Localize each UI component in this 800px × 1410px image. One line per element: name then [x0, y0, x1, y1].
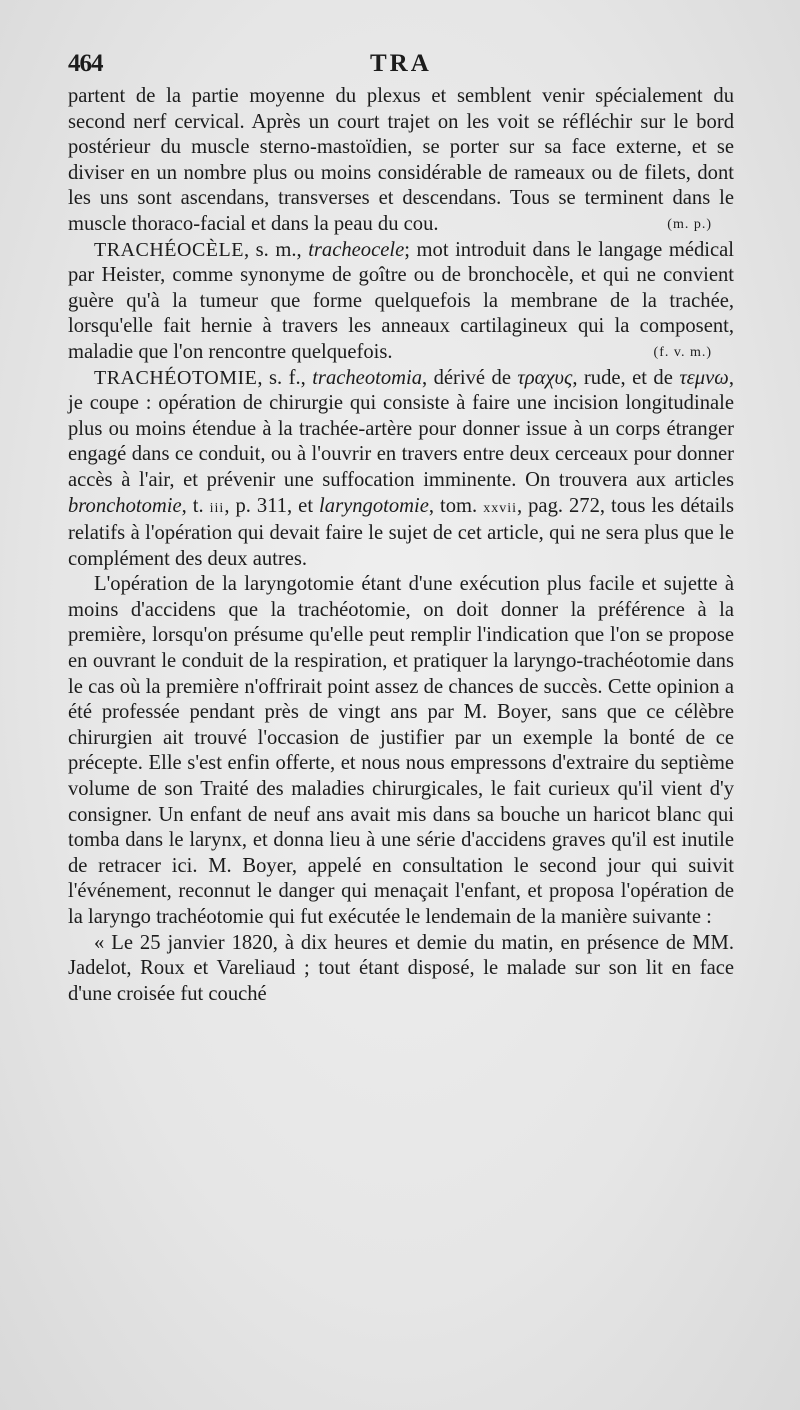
volume-number: xxvii	[483, 500, 517, 516]
continued-paragraph	[68, 84, 734, 238]
entry-text: , t.	[181, 494, 210, 517]
text-column	[68, 84, 734, 1007]
greek-word: τραχυς	[517, 366, 573, 389]
greek-word: τεμνω	[679, 366, 729, 389]
entry-tracheotomie	[68, 366, 734, 573]
entry-tracheocele	[68, 238, 734, 366]
entry-grammar: , s. m.,	[243, 238, 309, 261]
body-paragraph: L'opération de la laryngotomie étant d'une exécution plus facile et sujette à moins d'accidens que la trachéotomie, on doit donner la préférence à la première, lorsqu'on présume qu'elle peut remplir l'indication que l'on se propose en ouvrant le conduit de la respiration, et pratiquer la laryngo-trachéotomie dans le cas où la première n'offrirait point assez de chances de succès. Cette opinion a été professée pendant près de vingt ans par M. Boyer, sans que ce célèbre chirurgien ait trouvé l'occasion de justifier par un exemple la bonté de ce précepte. Elle s'est enfin offerte, et nous nous empressons d'extraire du septième volume de son Traité des maladies chirurgicales, le fait curieux qu'il vient d'y consigner. Un enfant de neuf ans avait mis dans sa bouche un haricot blanc qui tomba dans le larynx, et donna lieu à une série d'accidens graves qu'il est inutile de retracer ici. M. Boyer, appelé en consultation le second jour qui suivit l'événement, reconnut le danger qui menaçait l'enfant, et proposa l'opération de la laryngo trachéotomie qui fut exécutée le lendemain de la manière suivante :	[68, 573, 734, 928]
running-head: TRA	[370, 50, 432, 77]
continued-text: partent de la partie moyenne du plexus et semblent venir spécialement du second nerf cervical. Après un court trajet on les voit se réfléchir sur le bord postérieur du muscle sterno-mastoïdien, se porter sur sa face externe, et se diviser en un nombre plus ou moins considérable de rameaux ou de filets, dont les uns sont ascendans, transverses et descendans. Tous se terminent dans le muscle thoraco-facial et dans la peau du cou.	[68, 85, 734, 235]
entry-text: , dérivé de	[422, 366, 518, 389]
cross-reference: bronchotomie	[68, 494, 182, 517]
entry-term: TRACHÉOCÈLE	[94, 238, 244, 261]
entry-text: ; mot introduit dans le langage médical par Heister, comme synonyme de goître ou de bronchocèle, et qui ne convient guère qu'à la tumeur que forme quelquefois la membrane de la trachée, lorsqu'elle fait hernie à travers les anneaux cartilagineux qui la composent, maladie que l'on rencontre quelquefois.	[68, 238, 734, 363]
entry-text: , rude, et de	[572, 366, 680, 389]
entry-text: , tom.	[428, 494, 484, 517]
quote-paragraph: « Le 25 janvier 1820, à dix heures et demie du matin, en présence de MM. Jadelot, Roux et Vareliaud ; tout étant disposé, le malade sur son lit en face d'une croisée fut couché	[68, 931, 734, 1005]
cross-reference: laryngotomie	[319, 494, 429, 517]
author-signature: (m. p.)	[667, 216, 712, 232]
entry-text: , pag. 272, tous les détails relatifs à l'opération qui devait faire le sujet de cet article, qui ne sera plus que le complément des deux autres.	[68, 494, 734, 570]
volume-number: iii	[209, 500, 225, 516]
entry-text: , p. 311, et	[224, 494, 320, 517]
author-signature: (f. v. m.)	[653, 344, 712, 360]
entry-term: TRACHÉOTOMIE	[94, 366, 258, 389]
page-header	[68, 50, 733, 80]
entry-grammar: , s. f.,	[257, 366, 313, 389]
entry-latin: tracheocele	[308, 238, 405, 261]
entry-text: , je coupe : opération de chirurgie qui consiste à faire une incision longitudinale plus ou moins étendue à la trachée-artère pour donner issue à un corps étranger engagé dans ce conduit, ou à l'ouvrir en travers entre deux cerceaux pour donner accès à l'air, et prévenir une suffocation imminente. On trouvera aux articles	[68, 366, 734, 491]
page-number: 464	[68, 50, 103, 77]
entry-latin: tracheotomia	[312, 366, 423, 389]
